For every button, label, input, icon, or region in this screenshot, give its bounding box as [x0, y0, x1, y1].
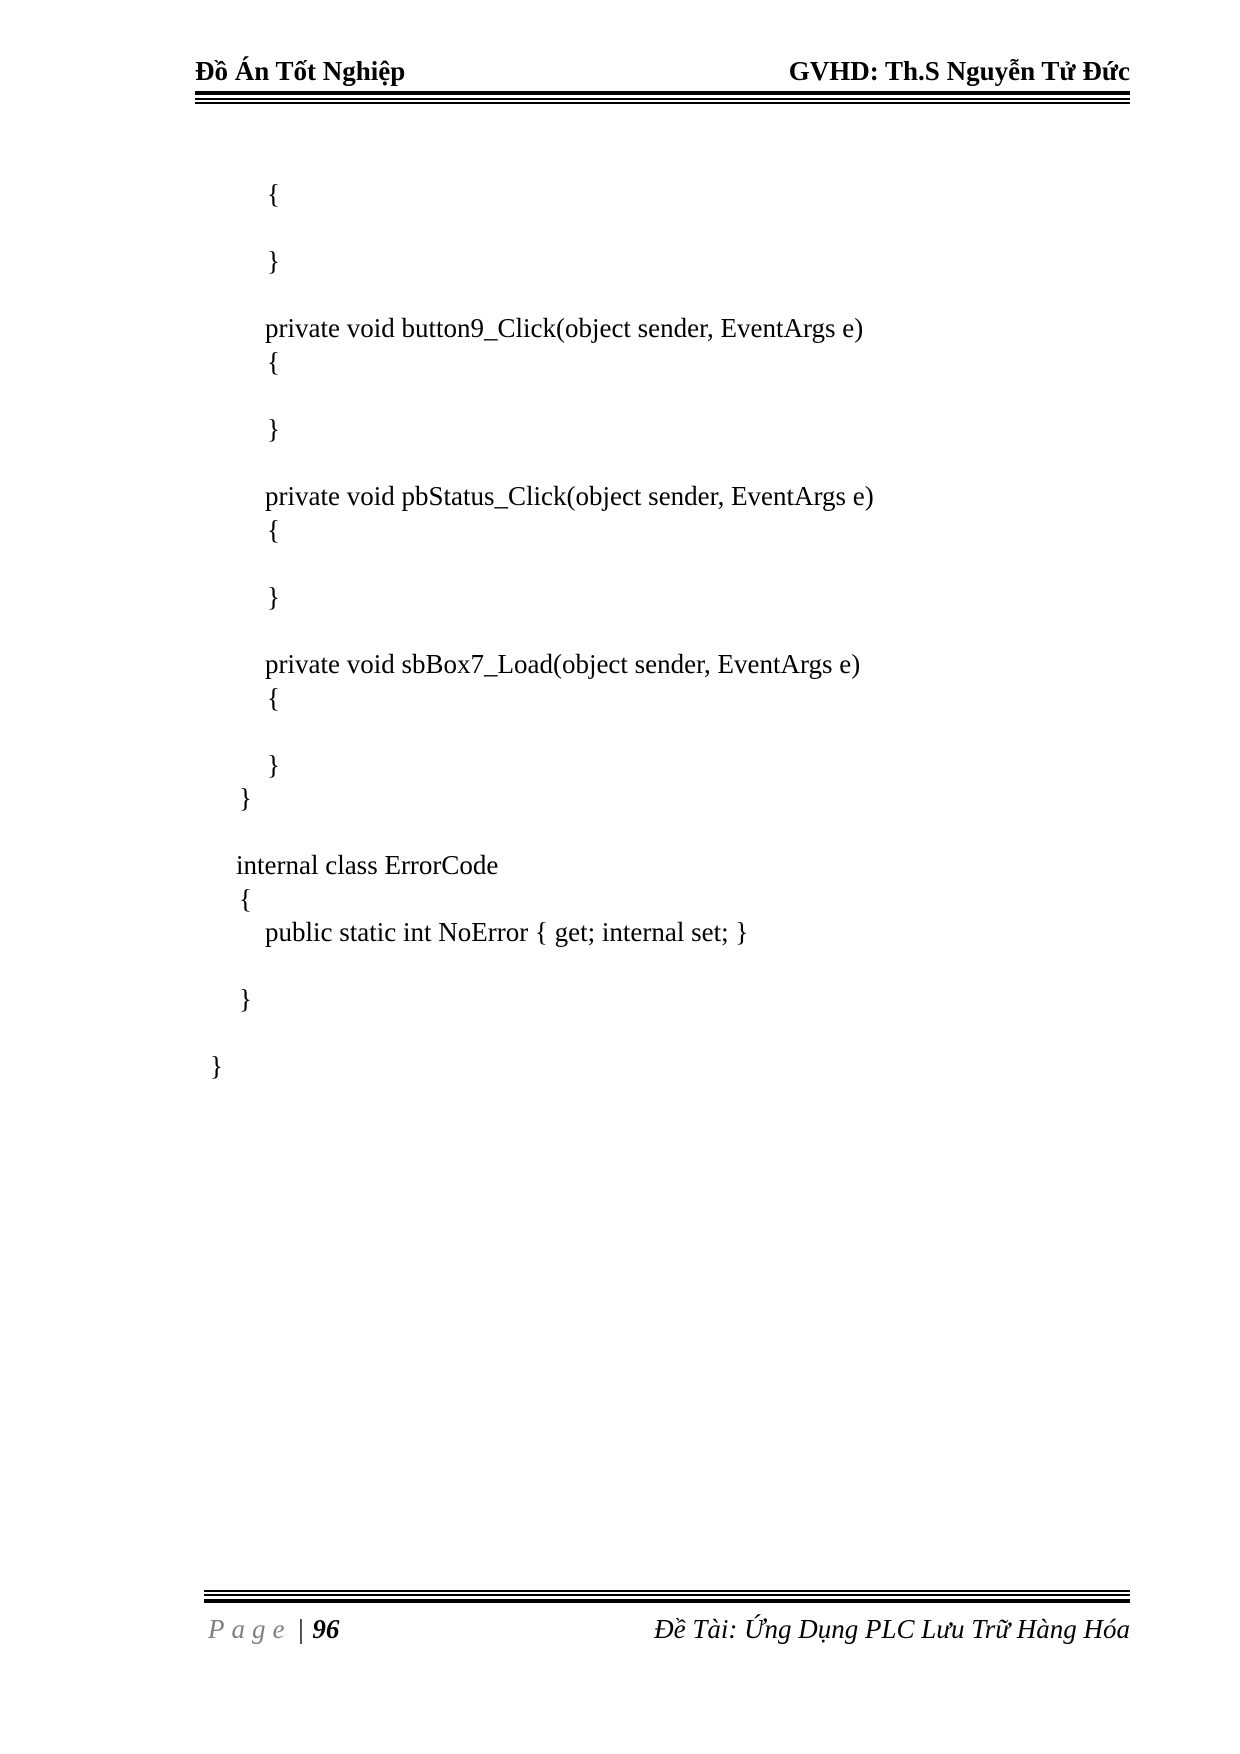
code-line: {	[267, 515, 280, 545]
page-label: Page	[208, 1614, 292, 1644]
code-line: private void pbStatus_Click(object sender, EventArgs e)	[265, 481, 874, 511]
code-line: }	[267, 750, 280, 780]
code-line: }	[267, 414, 280, 444]
code-line: }	[267, 582, 280, 612]
page-indicator	[208, 1614, 339, 1645]
code-line: public static int NoError { get; internal set; }	[265, 917, 749, 947]
code-line: internal class ErrorCode	[236, 850, 499, 880]
page-footer	[208, 1614, 1130, 1650]
page-number: 96	[312, 1614, 340, 1644]
code-line: }	[239, 783, 252, 813]
code-line: private void button9_Click(object sender, EventArgs e)	[265, 313, 864, 343]
header-advisor: GVHD: Th.S Nguyễn Tử Đức	[788, 56, 1130, 86]
code-line: }	[239, 984, 252, 1014]
footer-rule	[204, 1590, 1130, 1603]
footer-topic: Đề Tài: Ứng Dụng PLC Lưu Trữ Hàng Hóa	[654, 1614, 1130, 1644]
code-line: }	[210, 1051, 223, 1081]
page-separator: |	[298, 1614, 304, 1644]
header-title: Đồ Án Tốt Nghiệp	[195, 56, 406, 86]
code-line: {	[239, 884, 252, 914]
code-line: }	[267, 246, 280, 276]
code-line: {	[267, 179, 280, 209]
code-line: {	[267, 347, 280, 377]
code-line: {	[267, 683, 280, 713]
code-line: private void sbBox7_Load(object sender, EventArgs e)	[265, 649, 861, 679]
